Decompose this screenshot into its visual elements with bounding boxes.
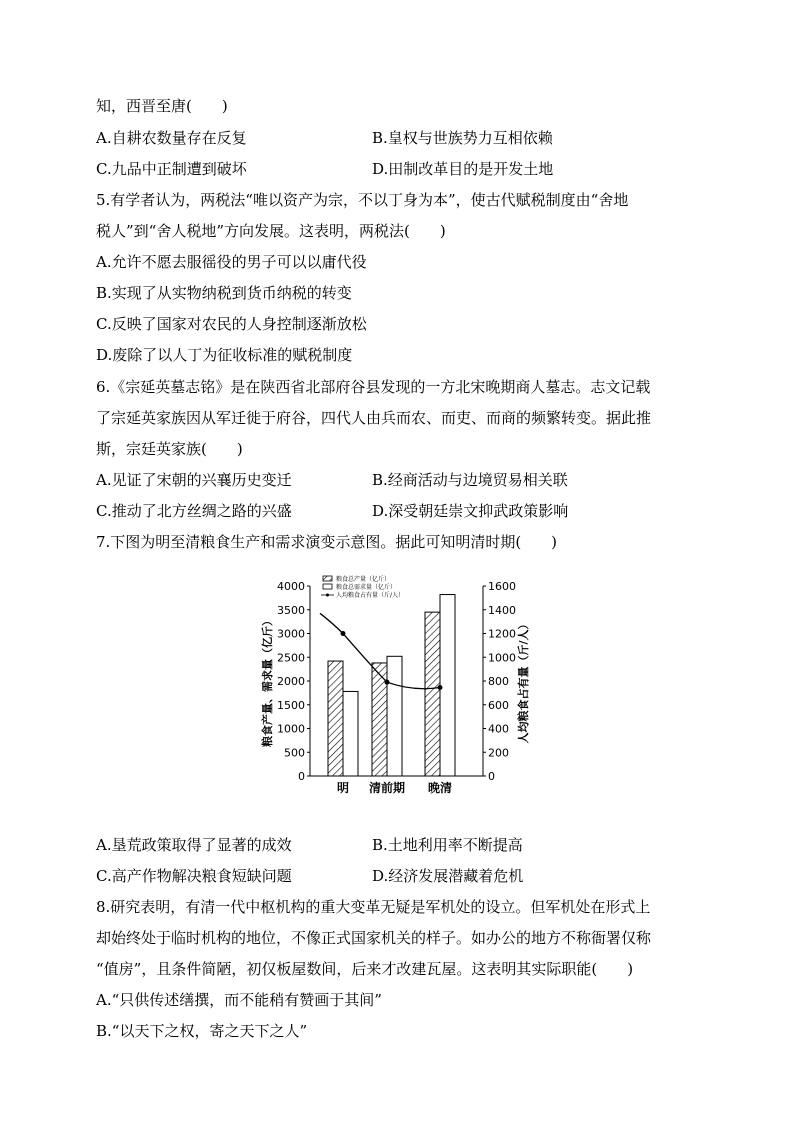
q5-option-b: B.实现了从实物纳税到货币纳税的转变 — [96, 284, 352, 302]
right-tick-label: 0 — [488, 770, 495, 783]
q4-option-b: B.皇权与世族势力互相依赖 — [372, 129, 553, 147]
right-tick-label: 1000 — [488, 651, 516, 665]
q6-stem-line3: 斯，宗廷英家族( ) — [96, 440, 243, 458]
right-axis-title: 人均粮食占有量（斤/人） — [517, 618, 530, 744]
q5-option-d: D.废除了以人丁为征收标准的赋税制度 — [96, 346, 353, 364]
q7-option-a: A.垦荒政策取得了显著的成效 — [96, 836, 292, 854]
q6-option-b: B.经商活动与边境贸易相关联 — [372, 471, 568, 489]
category-label: 清前期 — [368, 781, 406, 795]
right-tick-label: 400 — [488, 722, 509, 736]
q4-option-d: D.田制改革目的是开发土地 — [372, 160, 554, 178]
grain-chart — [255, 570, 545, 800]
legend-label-per-capita: 人均粮食占有量（斤/人） — [336, 592, 405, 599]
left-tick-label: 0 — [298, 770, 305, 783]
q7-stem: 7.下图为明至清粮食生产和需求演变示意图。据此可知明清时期( ) — [96, 533, 558, 551]
q7-option-b: B.土地利用率不断提高 — [372, 836, 523, 854]
q5-option-c: C.反映了国家对农民的人身控制逐渐放松 — [96, 315, 367, 333]
per-capita-point — [438, 685, 443, 690]
right-tick-label: 600 — [488, 698, 509, 712]
q8-option-b: B.“以天下之权，寄之天下之人” — [96, 1022, 308, 1040]
bar-demand — [440, 595, 455, 776]
right-tick-label: 1400 — [488, 603, 516, 617]
bar-demand — [387, 656, 402, 776]
bar-production — [425, 612, 440, 776]
left-tick-label: 2000 — [277, 675, 305, 688]
q5-stem-line1: 5.有学者认为，两税法“唯以资产为宗，不以丁身为本”，使古代赋税制度由“舍地 — [96, 191, 629, 209]
legend-label-demand: 粮食总需求量（亿斤） — [336, 584, 397, 591]
q8-stem-line1: 8.研究表明，有清一代中枢机构的重大变革无疑是军机处的设立。但军机处在形式上 — [96, 898, 651, 916]
per-capita-point — [341, 631, 346, 636]
legend-label-production: 粮食总产量（亿斤） — [336, 576, 391, 583]
q6-stem-line1: 6.《宗延英墓志铭》是在陕西省北部府谷县发现的一方北宋晚期商人墓志。志文记载 — [96, 378, 651, 396]
left-tick-label: 3000 — [277, 627, 305, 641]
right-tick-label: 200 — [488, 746, 509, 760]
left-tick-label: 3500 — [277, 603, 305, 617]
left-tick-label: 1500 — [277, 698, 305, 712]
q4-stem-tail: 知，西晋至唐( ) — [96, 97, 228, 115]
left-tick-label: 1000 — [277, 722, 305, 736]
left-tick-label: 4000 — [277, 580, 305, 593]
left-axis-title: 粮食产量、需求量（亿斤） — [261, 615, 274, 747]
category-label: 明 — [336, 781, 350, 795]
category-label: 晚清 — [427, 781, 453, 795]
legend-swatch-production — [323, 576, 332, 581]
left-tick-label: 500 — [284, 746, 305, 760]
per-capita-point — [385, 680, 390, 685]
legend-dot-per-capita — [326, 594, 329, 597]
q8-option-a: A.“只供传述缮撰，而不能稍有赞画于其间” — [96, 991, 382, 1009]
q8-stem-line3: “值房”，且条件简陋，初仅板屋数间，后来才改建瓦屋。这表明其实际职能( ) — [96, 960, 634, 978]
q6-option-a: A.见证了宋朝的兴襄历史变迁 — [96, 471, 292, 489]
q6-stem-line2: 了宗延英家族因从军迁徙于府谷，四代人由兵而农、而吏、而商的频繁转变。据此推 — [96, 409, 652, 427]
q7-option-d: D.经济发展潜藏着危机 — [372, 867, 524, 885]
q8-stem-line2: 却始终处于临时机构的地位，不像正式国家机关的样子。如办公的地方不称衙署仅称 — [96, 929, 652, 947]
q6-option-d: D.深受朝廷崇文抑武政策影响 — [372, 502, 569, 520]
q6-option-c: C.推动了北方丝绸之路的兴盛 — [96, 502, 292, 520]
q7-option-c: C.高产作物解决粮食短缺问题 — [96, 867, 292, 885]
right-tick-label: 800 — [488, 675, 509, 688]
legend-swatch-demand — [323, 584, 332, 589]
q5-option-a: A.允许不愿去服徭役的男子可以以庸代役 — [96, 253, 367, 271]
bar-production — [328, 661, 343, 776]
left-tick-label: 2500 — [277, 651, 305, 665]
q4-option-c: C.九品中正制遭到破坏 — [96, 160, 247, 178]
q5-stem-line2: 税人”到“舍人税地”方向发展。这表明，两税法( ) — [96, 222, 446, 240]
right-tick-label: 1200 — [488, 627, 516, 641]
right-tick-label: 1600 — [488, 580, 516, 593]
q4-option-a: A.自耕农数量存在反复 — [96, 129, 247, 147]
bar-demand — [343, 691, 358, 776]
